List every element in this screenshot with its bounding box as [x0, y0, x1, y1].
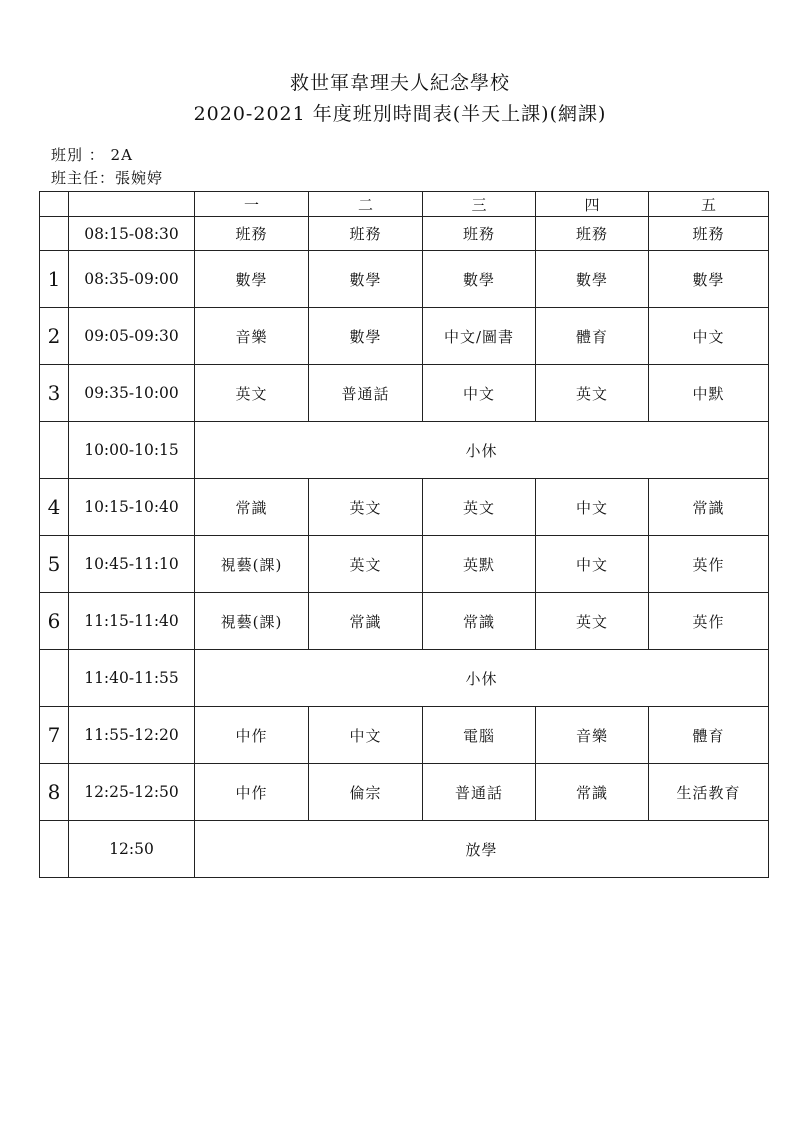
subject-cell-thu: 常識 — [536, 764, 649, 821]
break-label: 放學 — [195, 821, 769, 878]
day-header-mon: 一 — [195, 192, 309, 217]
break-label: 小休 — [195, 650, 769, 707]
subject-cell-tue: 數學 — [309, 251, 423, 308]
timetable-body — [40, 217, 769, 878]
header-time-cell — [69, 192, 195, 217]
period-row — [40, 593, 769, 650]
subject-cell-tue: 數學 — [309, 308, 423, 365]
subject-cell-thu: 英文 — [536, 593, 649, 650]
period-number: 7 — [40, 707, 69, 764]
class-label: 班別 ： 2A — [51, 146, 133, 164]
period-time: 08:15-08:30 — [69, 217, 195, 251]
subject-cell-fri: 中文 — [649, 308, 769, 365]
subject-cell-mon: 音樂 — [195, 308, 309, 365]
subject-cell-mon: 常識 — [195, 479, 309, 536]
period-number — [40, 217, 69, 251]
timetable — [39, 191, 769, 878]
break-row — [40, 650, 769, 707]
subject-cell-wed: 電腦 — [423, 707, 536, 764]
period-number: 2 — [40, 308, 69, 365]
school-title: 救世軍韋理夫人紀念學校 — [289, 72, 510, 94]
day-header-thu: 四 — [536, 192, 649, 217]
day-header-fri: 五 — [649, 192, 769, 217]
subject-cell-mon: 數學 — [195, 251, 309, 308]
day-header-row — [40, 192, 769, 217]
period-row — [40, 251, 769, 308]
period-number — [40, 821, 69, 878]
day-header-tue: 二 — [309, 192, 423, 217]
subject-cell-fri: 常識 — [649, 479, 769, 536]
period-time: 08:35-09:00 — [69, 251, 195, 308]
subject-cell-tue: 中文 — [309, 707, 423, 764]
period-row — [40, 707, 769, 764]
period-row — [40, 479, 769, 536]
subject-cell-thu: 數學 — [536, 251, 649, 308]
subject-cell-mon: 視藝(課) — [195, 536, 309, 593]
subject-cell-wed: 數學 — [423, 251, 536, 308]
subject-cell-mon: 中作 — [195, 707, 309, 764]
subject-cell-thu: 班務 — [536, 217, 649, 251]
period-number — [40, 422, 69, 479]
subject-cell-wed: 中文 — [423, 365, 536, 422]
period-time: 10:45-11:10 — [69, 536, 195, 593]
period-time: 11:40-11:55 — [69, 650, 195, 707]
period-row — [40, 308, 769, 365]
subject-cell-fri: 英作 — [649, 536, 769, 593]
subject-cell-mon: 中作 — [195, 764, 309, 821]
subject-cell-tue: 倫宗 — [309, 764, 423, 821]
period-time: 09:35-10:00 — [69, 365, 195, 422]
break-row — [40, 821, 769, 878]
break-row — [40, 422, 769, 479]
period-time: 12:25-12:50 — [69, 764, 195, 821]
header-blank-cell — [40, 192, 69, 217]
subject-cell-wed: 中文/圖書 — [423, 308, 536, 365]
subject-cell-thu: 中文 — [536, 479, 649, 536]
subject-cell-wed: 英文 — [423, 479, 536, 536]
period-number: 8 — [40, 764, 69, 821]
subject-cell-fri: 數學 — [649, 251, 769, 308]
subject-cell-tue: 英文 — [309, 479, 423, 536]
period-row — [40, 365, 769, 422]
subject-cell-mon: 視藝(課) — [195, 593, 309, 650]
subject-cell-mon: 班務 — [195, 217, 309, 251]
subject-cell-wed: 英默 — [423, 536, 536, 593]
subject-cell-fri: 體育 — [649, 707, 769, 764]
subject-cell-fri: 英作 — [649, 593, 769, 650]
subject-cell-tue: 普通話 — [309, 365, 423, 422]
period-number: 6 — [40, 593, 69, 650]
period-number: 5 — [40, 536, 69, 593]
subject-cell-mon: 英文 — [195, 365, 309, 422]
period-time: 10:15-10:40 — [69, 479, 195, 536]
period-row — [40, 764, 769, 821]
subject-cell-tue: 英文 — [309, 536, 423, 593]
subject-cell-wed: 普通話 — [423, 764, 536, 821]
subject-cell-thu: 體育 — [536, 308, 649, 365]
period-number: 1 — [40, 251, 69, 308]
period-time: 09:05-09:30 — [69, 308, 195, 365]
subject-cell-thu: 中文 — [536, 536, 649, 593]
break-label: 小休 — [195, 422, 769, 479]
subject-cell-fri: 生活教育 — [649, 764, 769, 821]
subject-cell-fri: 班務 — [649, 217, 769, 251]
subject-cell-thu: 音樂 — [536, 707, 649, 764]
day-header-wed: 三 — [423, 192, 536, 217]
period-time: 11:15-11:40 — [69, 593, 195, 650]
period-number: 3 — [40, 365, 69, 422]
subject-cell-tue: 常識 — [309, 593, 423, 650]
period-time: 10:00-10:15 — [69, 422, 195, 479]
period-number: 4 — [40, 479, 69, 536]
subject-cell-thu: 英文 — [536, 365, 649, 422]
class-teacher-label: 班主任：張婉婷 — [51, 169, 164, 187]
subject-cell-fri: 中默 — [649, 365, 769, 422]
subject-cell-tue: 班務 — [309, 217, 423, 251]
period-row — [40, 217, 769, 251]
period-time: 12:50 — [69, 821, 195, 878]
timetable-subtitle: 2020-2021 年度班別時間表(半天上課)(網課) — [193, 103, 607, 125]
period-row — [40, 536, 769, 593]
period-number — [40, 650, 69, 707]
subject-cell-wed: 班務 — [423, 217, 536, 251]
subject-cell-wed: 常識 — [423, 593, 536, 650]
period-time: 11:55-12:20 — [69, 707, 195, 764]
